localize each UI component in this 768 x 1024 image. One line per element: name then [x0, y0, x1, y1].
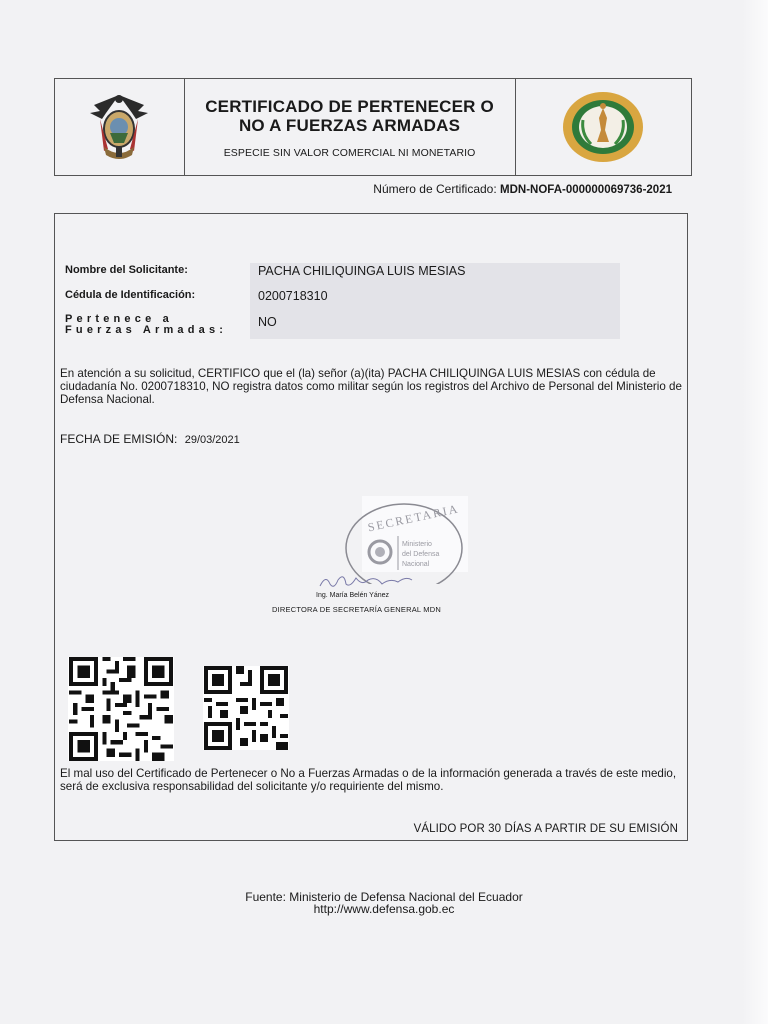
certificate-number — [373, 182, 672, 196]
stamp-arc-text: SECRETARIA — [366, 501, 461, 535]
id-number-label: Cédula de Identificación: — [65, 289, 196, 301]
certificate-number-label: Número de Certificado: — [373, 182, 497, 196]
signatory-title: DIRECTORA DE SECRETARÍA GENERAL MDN — [272, 605, 441, 614]
certificate-number-value: MDN-NOFA-000000069736-2021 — [500, 184, 672, 196]
applicant-name-label: Nombre del Solicitante: — [65, 264, 188, 276]
ecuador-coat-of-arms-icon — [86, 89, 152, 165]
source-footer — [0, 891, 768, 915]
applicant-name-value: PACHA CHILIQUINGA LUIS MESIAS — [258, 264, 466, 278]
issue-date — [60, 432, 240, 446]
certificate-title: CERTIFICADO DE PERTENECER O NO A FUERZAS ARMADAS — [205, 97, 494, 135]
header-title-cell — [185, 79, 516, 175]
stamp-line-2: del Defensa — [402, 551, 440, 558]
issue-date-value: 29/03/2021 — [184, 434, 240, 446]
validity-note: VÁLIDO POR 30 DÍAS A PARTIR DE SU EMISIÓN — [413, 823, 678, 835]
qr-code-1 — [68, 657, 174, 761]
stamp-line-3: Nacional — [402, 561, 430, 568]
certificate-subtitle: ESPECIE SIN VALOR COMERCIAL NI MONETARIO — [223, 147, 476, 159]
signatory-name: Ing. María Belén Yánez — [316, 592, 390, 599]
certification-text: En atención a su solicitud, CERTIFICO que el (la) señor (a)(ita) PACHA CHILIQUINGA LUIS MESIAS con cédula de ciudadanía No. 0200718310, NO registra datos como militar según los registros del Archivo de Personal del Ministerio de Defensa Nacional. — [60, 367, 682, 406]
armed-forces-value: NO — [258, 315, 277, 329]
page-edge — [742, 0, 768, 1024]
disclaimer-text: El mal uso del Certificado de Pertenecer o No a Fuerzas Armadas o de la información generada a través de este medio, será de exclusiva responsabilidad del solicitante y/o requiriente del mismo. — [60, 767, 677, 793]
right-logo-cell — [516, 79, 691, 175]
id-number-value: 0200718310 — [258, 289, 328, 303]
issue-date-label: FECHA DE EMISIÓN: — [60, 432, 178, 446]
ministerio-defensa-seal-icon — [561, 90, 645, 164]
qr-code-2 — [203, 666, 289, 750]
armed-forces-label: Pertenece a Fuerzas Armadas: — [65, 313, 228, 336]
footer-url: http://www.defensa.gob.ec — [313, 902, 455, 916]
footer-source: Fuente: Ministerio de Defensa Nacional del Ecuador — [245, 890, 523, 904]
stamp-line-1: Ministerio — [402, 541, 432, 548]
left-logo-cell — [55, 79, 185, 175]
certificate-header — [54, 78, 692, 176]
signature-scribble — [316, 570, 416, 592]
